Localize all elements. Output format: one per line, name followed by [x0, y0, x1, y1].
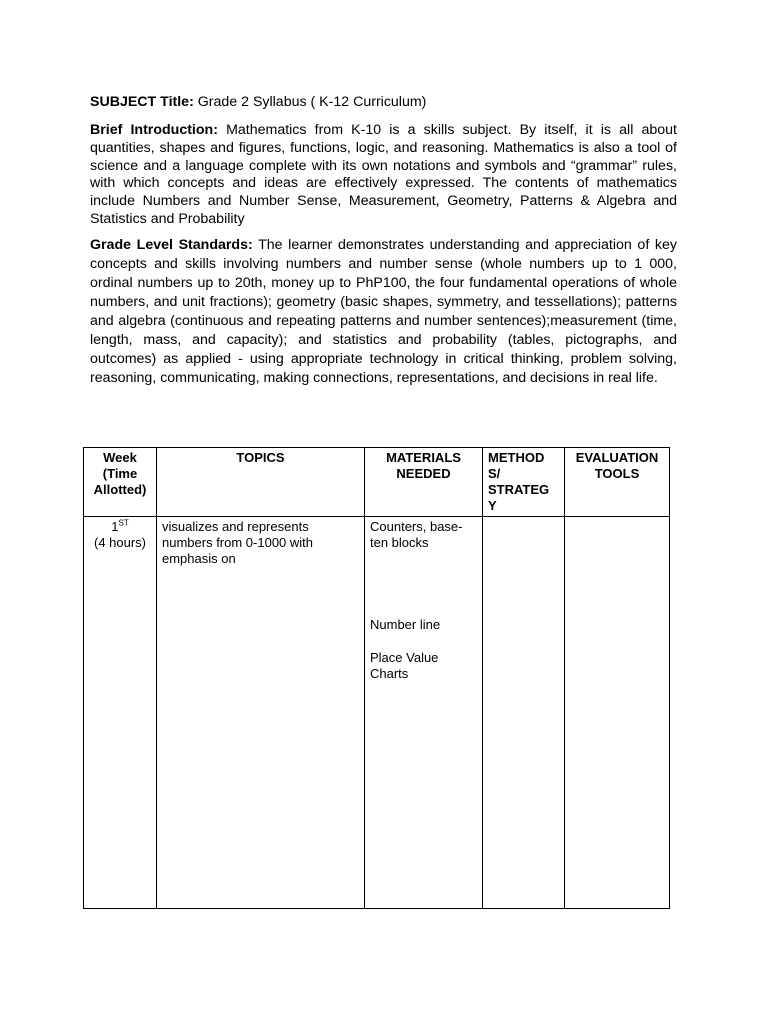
evaluation-cell: [565, 517, 670, 909]
syllabus-table: [83, 447, 670, 909]
material-item: Counters, base-ten blocks: [370, 519, 463, 550]
standards-label: Grade Level Standards:: [90, 237, 253, 253]
week-number: 1: [111, 519, 119, 534]
brief-introduction: [90, 122, 677, 229]
week-ordinal: ST: [118, 518, 129, 528]
header-materials: MATERIALS NEEDED: [365, 448, 483, 517]
header-methods: METHOD S/ STRATEG Y: [483, 448, 565, 517]
table-row: [84, 517, 670, 909]
intro-label: Brief Introduction:: [90, 122, 218, 138]
header-evaluation: EVALUATION TOOLS: [565, 448, 670, 517]
intro-text: Mathematics from K-10 is a skills subject. By itself, it is all about quantities, shapes and figures, functions, logic, and reasoning. Mathematics is also a tool of science and a language complete with its own notations and symbols and “grammar” rules, with which concepts and ideas are effectively expressed. The contents of mathematics include Numbers and Number Sense, Measurement, Geometry, Patterns & Algebra and Statistics and Probability: [90, 122, 678, 227]
header-topics: TOPICS: [157, 448, 365, 517]
week-cell: [84, 517, 157, 909]
methods-cell: [483, 517, 565, 909]
week-hours: (4 hours): [93, 535, 147, 550]
standards-text: The learner demonstrates understanding and appreciation of key concepts and skills involving numbers and number sense (whole numbers up to 1 000, ordinal numbers up to 20th, money up to PhP100, the four fundamental operations of whole numbers, and unit fractions); geometry (basic shapes, symmetry, and tessellations); patterns and algebra (continuous and repeating patterns and number sentences);measurement (time, length, mass, and capacity); and statistics and probability (tables, pictographs, and outcomes) as applied - using appropriate technology in critical thinking, problem solving, reasoning, communicating, making connections, representations, and decisions in real life.: [90, 237, 677, 386]
topic-cell: visualizes and represents numbers from 0-1000 with emphasis on: [157, 517, 365, 909]
subject-value: Grade 2 Syllabus ( K-12 Curriculum): [193, 94, 427, 110]
subject-label: SUBJECT Title:: [90, 94, 194, 110]
material-item: Place Value Charts: [370, 650, 439, 681]
header-week: Week (Time Allotted): [84, 448, 157, 517]
grade-level-standards: [90, 236, 677, 388]
material-item: Number line: [370, 617, 441, 632]
materials-cell: [365, 517, 483, 909]
subject-title: [90, 93, 677, 112]
table-header-row: [84, 448, 670, 517]
